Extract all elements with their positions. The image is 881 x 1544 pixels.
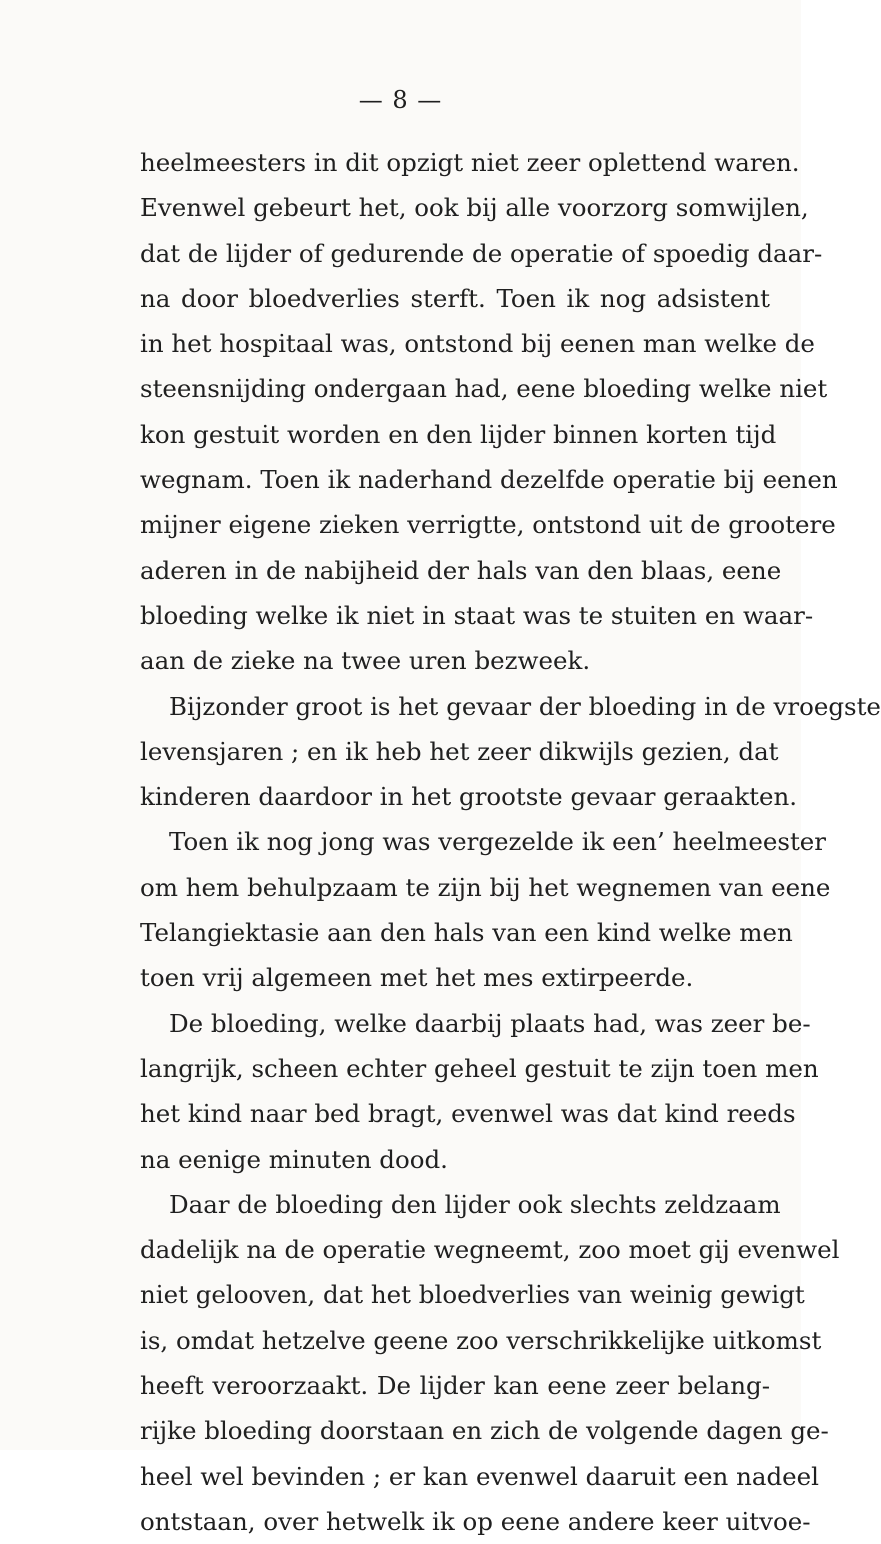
text-line: Bijzonder groot is het gevaar der bloeding in de vroegste bbox=[169, 691, 881, 721]
text-line: dadelijk na de operatie wegneemt, zoo moet gij evenwel bbox=[140, 1235, 840, 1265]
text-line: aderen in de nabijheid der hals van den blaas, eene bbox=[140, 555, 782, 585]
text-line: wegnam. Toen ik naderhand dezelfde operatie bij eenen bbox=[140, 465, 838, 495]
text-line: mijner eigene zieken verrigtte, ontstond uit de grootere bbox=[140, 510, 836, 540]
text-line: na door bloedverlies sterft. Toen ik nog adsistent bbox=[140, 283, 770, 313]
text-line: heelmeesters in dit opzigt niet zeer oplettend waren. bbox=[140, 148, 800, 177]
text-line: Daar de bloeding den lijder ook slechts zeldzaam bbox=[169, 1189, 781, 1219]
text-line: aan de zieke na twee uren bezweek. bbox=[140, 646, 591, 676]
text-line: levensjaren ; en ik heb het zeer dikwijls gezien, dat bbox=[140, 736, 779, 766]
text-line: heeft veroorzaakt. De lijder kan eene zeer belang- bbox=[140, 1371, 770, 1401]
text-line: kon gestuit worden en den lijder binnen korten tijd bbox=[140, 419, 777, 449]
text-line: rijke bloeding doorstaan en zich de volgende dagen ge- bbox=[140, 1416, 829, 1446]
text-line: langrijk, scheen echter geheel gestuit te zijn toen men bbox=[140, 1053, 819, 1083]
text-line: om hem behulpzaam te zijn bij het wegnemen van eene bbox=[140, 872, 831, 902]
text-line: De bloeding, welke daarbij plaats had, was zeer be- bbox=[169, 1008, 811, 1038]
text-line: in het hospitaal was, ontstond bij eenen man welke de bbox=[140, 329, 815, 359]
text-line: kinderen daardoor in het grootste gevaar geraakten. bbox=[140, 782, 798, 812]
text-line: Telangiektasie aan den hals van een kind welke men bbox=[140, 918, 793, 948]
text-line: toen vrij algemeen met het mes extirpeerde. bbox=[140, 963, 694, 993]
text-line: bloeding welke ik niet in staat was te stuiten en waar- bbox=[140, 600, 814, 630]
text-line: steensnijding ondergaan had, eene bloeding welke niet bbox=[140, 374, 828, 404]
text-line: heel wel bevinden ; er kan evenwel daaruit een nadeel bbox=[140, 1461, 819, 1491]
text-line: na eenige minuten dood. bbox=[140, 1144, 448, 1174]
text-line: ontstaan, over hetwelk ik op eene andere keer uitvoe- bbox=[140, 1506, 811, 1536]
text-line: niet gelooven, dat het bloedverlies van weinig gewigt bbox=[140, 1280, 805, 1310]
text-line: Evenwel gebeurt het, ook bij alle voorzorg somwijlen, bbox=[140, 193, 809, 223]
text-line: Toen ik nog jong was vergezelde ik een’ heelmeester bbox=[169, 827, 827, 857]
body-text bbox=[140, 140, 881, 1544]
text-line: dat de lijder of gedurende de operatie of spoedig daar- bbox=[140, 238, 823, 268]
text-line: het kind naar bed bragt, evenwel was dat kind reeds bbox=[140, 1099, 796, 1129]
text-line: is, omdat hetzelve geene zoo verschrikkelijke uitkomst bbox=[140, 1325, 822, 1355]
page-number: — 8 — bbox=[358, 86, 443, 114]
